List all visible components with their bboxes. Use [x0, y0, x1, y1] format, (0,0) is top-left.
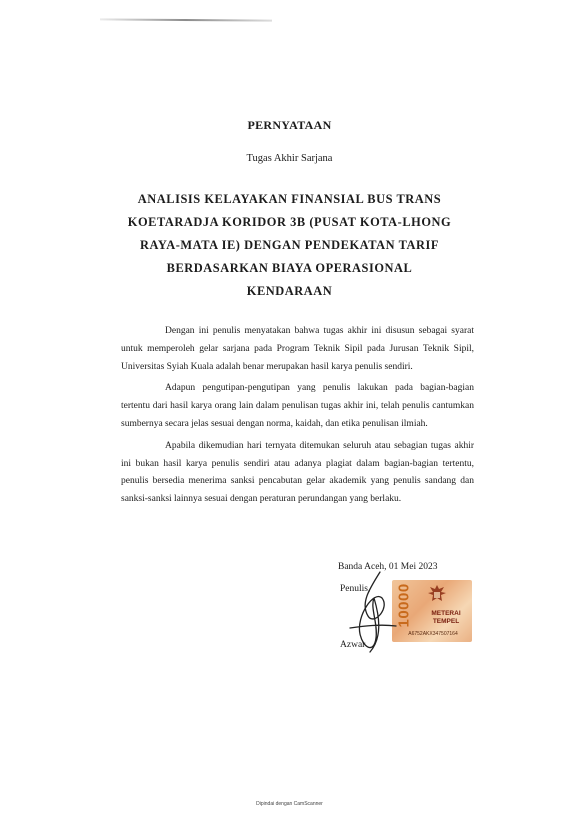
statement-paragraph: Apabila dikemudian hari ternyata ditemukan seluruh atau sebagian tugas akhir ini bukan hasil karya penulis sendiri atau adanya plagiat dalam bagian-bagian tertentu, penulis bersedia menerima sanksi pencabutan gelar akademik yang penulis sandang dan sanksi-sanksi lainnya sesuai dengan peraturan perundangan yang berlaku.	[121, 440, 474, 505]
stamp-label-line: TEMPEL	[432, 618, 460, 625]
thesis-title-line: KOETARADJA KORIDOR 3B (PUSAT KOTA-LHONG	[127, 215, 452, 229]
stamp-amount: 10000	[395, 583, 413, 628]
document-subheading: Tugas Akhir Sarjana	[246, 153, 333, 164]
thesis-title	[0, 188, 579, 303]
signature-place-date: Banda Aceh, 01 Mei 2023	[338, 562, 438, 572]
stamp-serial: A6752AKX347507164	[408, 631, 458, 637]
thesis-title-line: RAYA-MATA IE) DENGAN PENDEKATAN TARIF	[140, 238, 439, 252]
thesis-title-line: KENDARAAN	[246, 284, 333, 298]
statement-paragraph: Adapun pengutipan-pengutipan yang penulis lakukan pada bagian-bagian tertentu dari hasil karya orang lain dalam penulisan tugas akhir ini, telah penulis cantumkan sumbernya secara jelas sesuai dengan norma, kaidah, dan etika penulisan ilmiah.	[121, 383, 474, 429]
scan-artifact-line	[100, 18, 272, 21]
stamp-label-line: METERAI	[431, 610, 461, 617]
document-heading: PERNYATAAN	[247, 118, 332, 132]
thesis-title-line: ANALISIS KELAYAKAN FINANSIAL BUS TRANS	[137, 192, 442, 206]
thesis-title-line: BERDASARKAN BIAYA OPERASIONAL	[166, 261, 413, 275]
stamp-label	[422, 610, 470, 626]
garuda-emblem-icon	[424, 583, 450, 607]
scanner-footer: Dipindai dengan CamScanner	[256, 801, 323, 807]
statement-paragraph: Dengan ini penulis menyatakan bahwa tugas akhir ini disusun sebagai syarat untuk memperoleh gelar sarjana pada Program Teknik Sipil pada Jurusan Teknik Sipil, Universitas Syiah Kuala adalah benar merupakan hasil karya penulis sendiri.	[121, 326, 474, 372]
signature-name: Azwar	[340, 640, 366, 650]
statement-body	[121, 323, 474, 509]
signature-role: Penulis,	[340, 584, 371, 594]
